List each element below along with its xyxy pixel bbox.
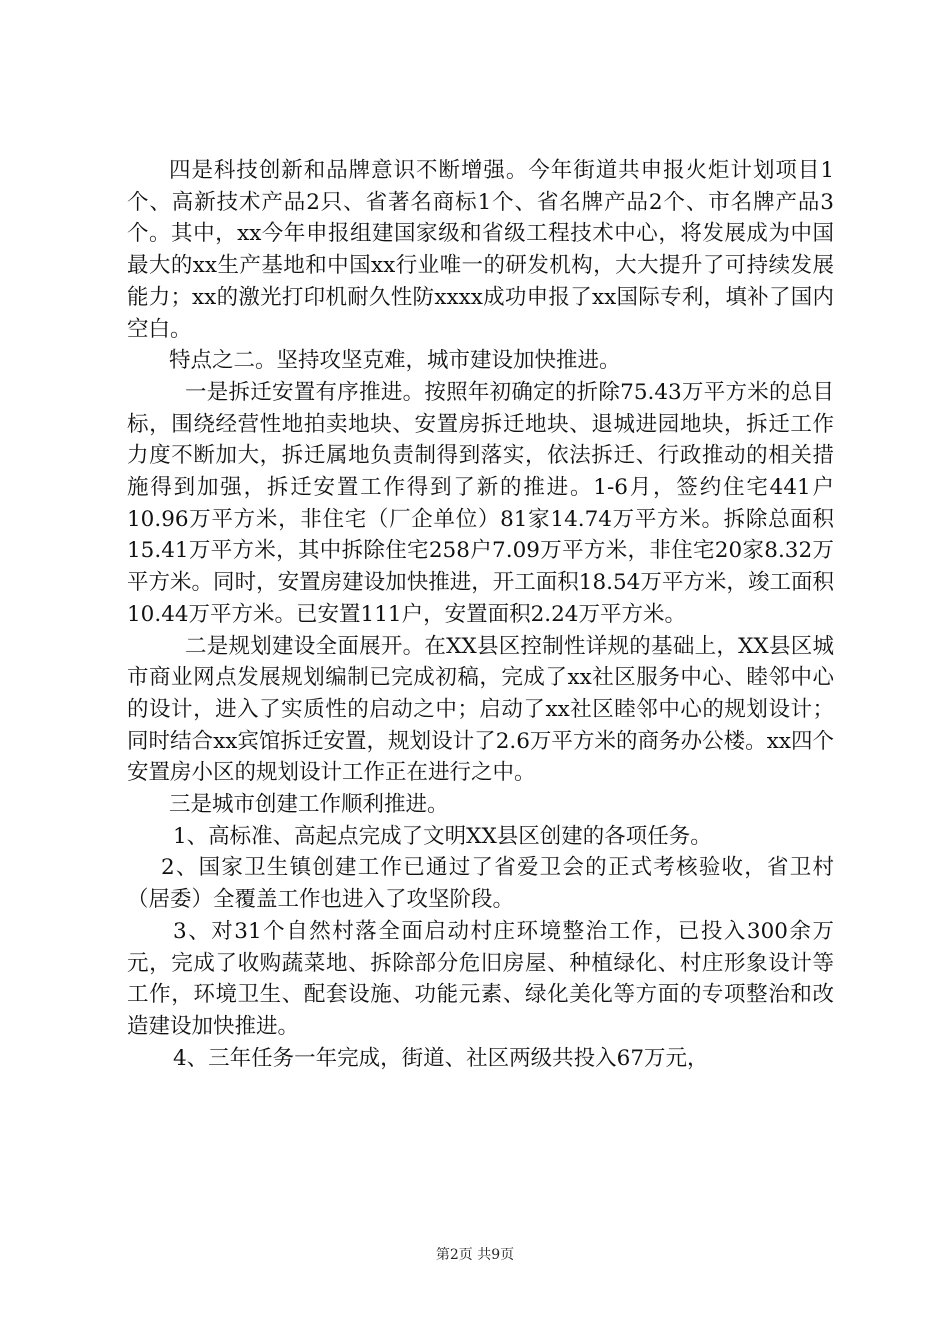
list-item-2: 2、国家卫生镇创建工作已通过了省爱卫会的正式考核验收，省卫村（居委）全覆盖工作也进入了攻坚阶段。 [127,855,834,913]
paragraph-tech-innovation: 四是科技创新和品牌意识不断增强。今年街道共申报火炬计划项目1个、高新技术产品2只、省著名商标1个、省名牌产品2个、市名牌产品3个。其中，xx今年申报组建国家级和省级工程技术中心，将发展成为中国最大的xx生产基地和中国xx行业唯一的研发机构，大大提升了可持续发展能力；xx的激光打印机耐久性防xxxx成功申报了xx国际专利，填补了国内空白。 [127,158,834,342]
paragraph-city-creation-heading: 三是城市创建工作顺利推进。 [169,792,449,818]
list-item-1: 1、高标准、高起点完成了文明XX县区创建的各项任务。 [173,823,712,849]
page-number-footer: 第2页 共9页 [435,1247,515,1263]
paragraph-feature-two-heading: 特点之二。坚持攻坚克难，城市建设加快推进。 [169,348,621,374]
list-item-3: 3、对31个自然村落全面启动村庄环境整治工作，已投入300余万元，完成了收购蔬菜地、拆除部分危旧房屋、种植绿化、村庄形象设计等工作，环境卫生、配套设施、功能元素、绿化美化等方面的专项整治和改造建设加快推进。 [127,918,834,1039]
document-body [127,155,834,1074]
paragraph-planning-construction: 二是规划建设全面展开。在XX县区控制性详规的基础上，XX县区城市商业网点发展规划编制已完成初稿，完成了xx社区服务中心、睦邻中心的设计，进入了实质性的启动之中；启动了xx社区睦邻中心的规划设计；同时结合xx宾馆拆迁安置，规划设计了2.6万平方米的商务办公楼。xx四个安置房小区的规划设计工作正在进行之中。 [127,633,834,786]
paragraph-demolition-resettlement: 一是拆迁安置有序推进。按照年初确定的折除75.43万平方米的总目标，围绕经营性地拍卖地块、安置房拆迁地块、退城进园地块，拆迁工作力度不断加大，拆迁属地负责制得到落实，依法拆迁、行政推动的相关措施得到加强，拆迁安置工作得到了新的推进。1-6月，签约住宅441户10.96万平方米，非住宅（厂企单位）81家14.74万平方米。拆除总面积15.41万平方米，其中拆除住宅258户7.09万平方米，非住宅20家8.32万平方米。同时，安置房建设加快推进，开工面积18.54万平方米，竣工面积10.44万平方米。已安置111户，安置面积2.24万平方米。 [127,379,834,627]
list-item-4: 4、三年任务一年完成，街道、社区两级共投入67万元， [173,1045,709,1071]
